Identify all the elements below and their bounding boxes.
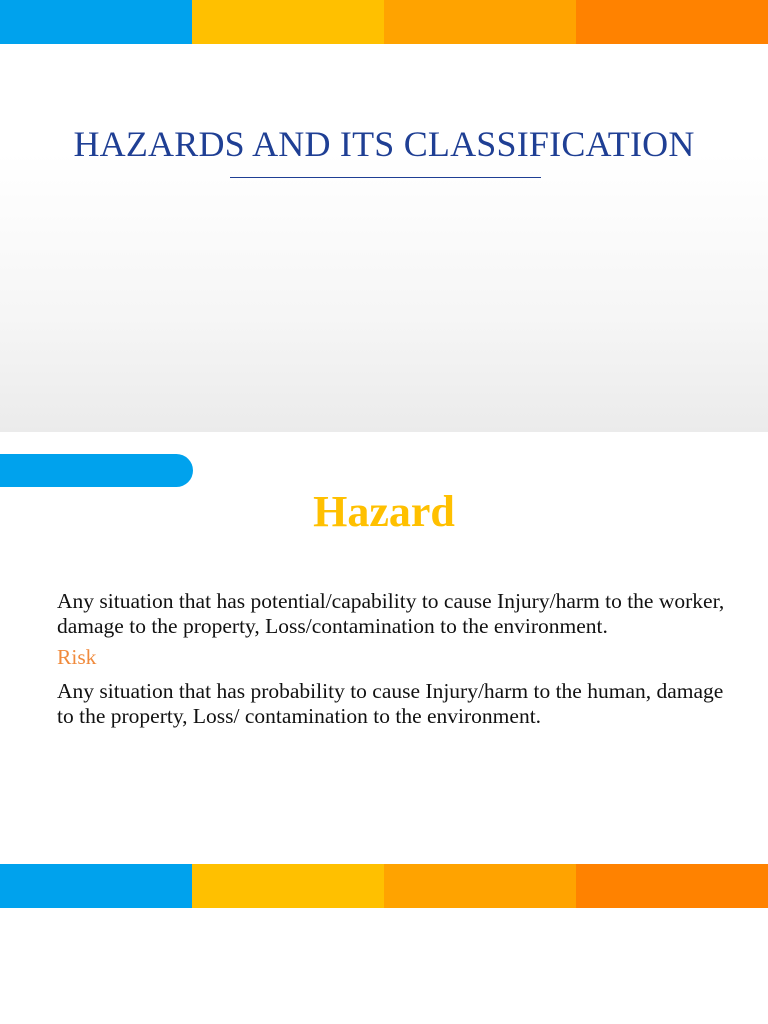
section-heading: Hazard: [313, 487, 455, 536]
risk-label: Risk: [57, 645, 97, 669]
top-color-bar: [0, 0, 768, 44]
risk-definition: Any situation that has probability to cause Injury/harm to the human, damage to the property, Loss/ contamination to the environment.: [57, 679, 724, 728]
color-bar-blue-segment: [0, 864, 192, 908]
accent-tab: [0, 454, 193, 487]
color-bar-dark-orange-segment: [576, 0, 768, 44]
color-bar-yellow-segment: [192, 0, 384, 44]
title-slide: [0, 44, 768, 432]
bottom-color-bar: [0, 864, 768, 908]
color-bar-blue-segment: [0, 0, 192, 44]
content-slide: [0, 432, 768, 864]
slide-title: HAZARDS AND ITS CLASSIFICATION: [73, 124, 695, 164]
color-bar-dark-orange-segment: [576, 864, 768, 908]
hazard-definition: Any situation that has potential/capability to cause Injury/harm to the worker, damage to the property, Loss/contamination to the environment.: [57, 589, 725, 638]
title-underline: [230, 177, 541, 178]
color-bar-light-orange-segment: [384, 0, 576, 44]
color-bar-light-orange-segment: [384, 864, 576, 908]
color-bar-yellow-segment: [192, 864, 384, 908]
